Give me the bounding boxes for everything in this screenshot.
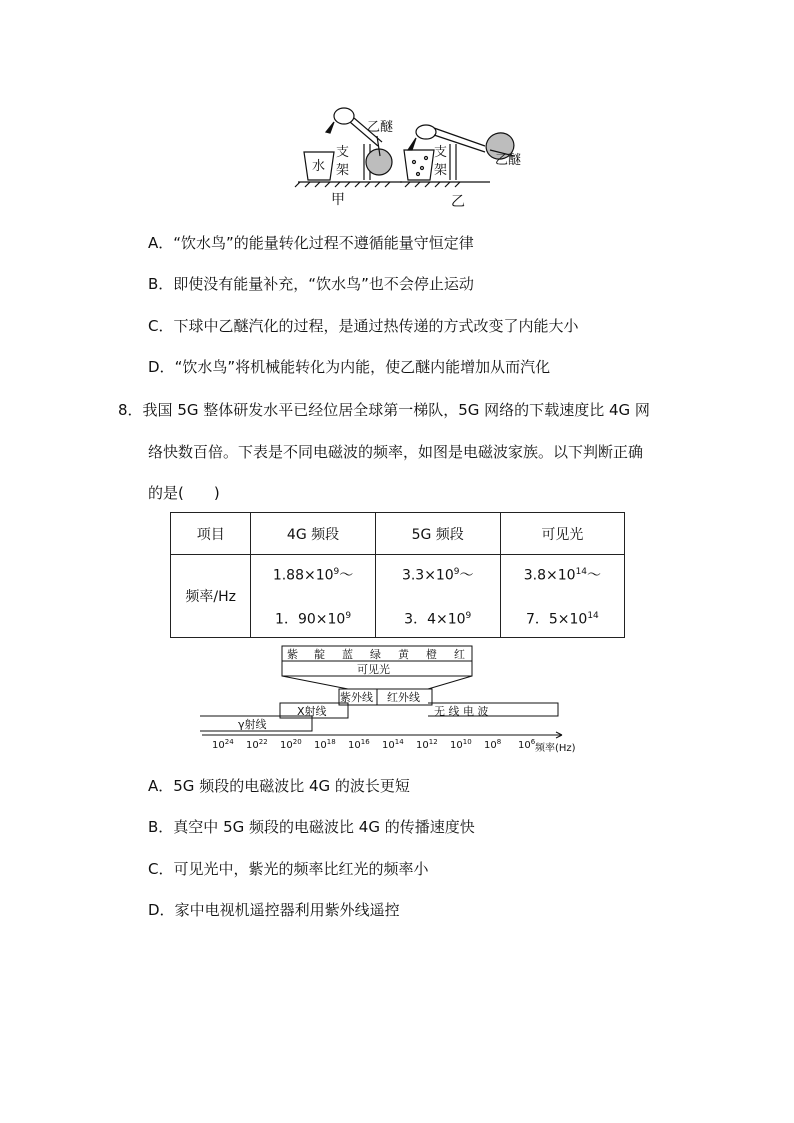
label-ether-left: 乙醚 [367,120,394,135]
label-support-b-left: 架 [336,163,350,178]
table-cell-4g [251,555,375,638]
axis-tick-label: $10^{14}$ [382,738,404,751]
option-letter: D． [148,901,175,919]
option-text: 5G 频段的电磁波比 4G 的波长更短 [173,777,410,795]
option-letter: A． [148,234,174,252]
table-row-label: 频率/Hz [171,555,251,638]
label-support-a-left: 支 [336,145,350,160]
range-start: $3.3\times 10^9\sim$ [401,567,474,584]
caption-yi: 乙 [451,194,465,210]
axis-tick-label: $10^{20}$ [280,738,302,751]
option-letter: B． [148,275,174,293]
color-indigo: 靛 [314,648,325,661]
range-start: $1.88\times 10^9\sim$ [272,567,354,584]
option-text: “饮水鸟”的能量转化过程不遵循能量守恒定律 [173,234,474,252]
axis-tick-label: $10^{12}$ [416,738,438,751]
option-letter: B． [148,818,174,836]
label-ether-right: 乙醚 [495,153,522,168]
option-letter: D． [148,358,175,376]
visible-light-label: 可见光 [357,663,390,676]
option-letter: C． [148,317,174,335]
axis-tick-label: $10^{10}$ [450,738,472,751]
option-text: 即使没有能量补充，“饮水鸟”也不会停止运动 [173,275,474,293]
q8-stem-line-3: 的是( ) [148,484,220,502]
label-water: 水 [312,159,326,174]
q8-stem-line-2: 络快数百倍。下表是不同电磁波的频率，如图是电磁波家族。以下判断正确 [148,443,644,461]
table-header-cell: 4G 频段 [251,513,375,555]
axis-ticks [212,738,536,751]
table-header-cell: 5G 频段 [375,513,500,555]
range-end: 3．$4\times 10^9$ [404,611,472,628]
range-start: $3.8\times 10^{14}\sim$ [523,567,602,584]
axis-tick-label: $10^{16}$ [348,738,370,751]
uv-label: 紫外线 [340,691,373,704]
option-text: 可见光中，紫光的频率比红光的频率小 [173,860,429,878]
question-number: 8． [118,401,143,419]
color-orange: 橙 [426,648,437,661]
q8-option-a [148,776,410,796]
drinking-bird-figure [290,100,540,212]
table-header-cell: 可见光 [500,513,624,555]
range-end: 7．$5\times 10^{14}$ [525,611,599,628]
color-yellow: 黄 [398,648,409,661]
table-header-row [171,513,625,555]
xray-label: X射线 [297,705,327,718]
option-letter: A． [148,777,174,795]
q8-option-d [148,900,400,920]
option-text: 下球中乙醚汽化的过程，是通过热传递的方式改变了内能大小 [173,317,579,335]
caption-jia: 甲 [331,192,345,208]
option-letter: C． [148,860,174,878]
table-cell-5g [375,555,500,638]
option-text: 家中电视机遥控器利用紫外线遥控 [174,901,400,919]
option-text: “饮水鸟”将机械能转化为内能，使乙醚内能增加从而汽化 [174,358,551,376]
question-text: 我国 5G 整体研发水平已经位居全球第一梯队，5G 网络的下载速度比 4G 网 [142,401,650,419]
color-red: 红 [454,648,465,661]
q7-option-c [148,316,579,336]
table-header-cell: 项目 [171,513,251,555]
q7-option-b [148,274,474,294]
table-cell-visible-light [500,555,624,638]
q8-option-b [148,817,475,837]
q8-option-c [148,859,429,879]
option-text: 真空中 5G 频段的电磁波比 4G 的传播速度快 [173,818,475,836]
ir-label: 红外线 [387,691,420,704]
axis-tick-label: $10^8$ [484,738,502,751]
radio-label: 无 线 电 波 [434,705,489,718]
gamma-label: γ射线 [238,718,267,731]
axis-tick-label: $10^{22}$ [246,738,268,751]
axis-unit-label: 频率(Hz) [535,743,576,754]
label-support-b-right: 架 [434,163,448,178]
color-green: 绿 [370,648,381,661]
em-spectrum-diagram [198,644,594,756]
axis-tick-label: $10^{18}$ [314,738,336,751]
color-violet: 紫 [287,648,298,661]
q7-option-d [148,357,550,377]
q7-option-a [148,233,474,253]
axis-tick-label: $10^6$ [518,738,536,751]
label-support-a-right: 支 [434,145,448,160]
color-blue: 蓝 [342,648,353,661]
axis-tick-label: $10^{24}$ [212,738,234,751]
table-row [171,555,625,638]
frequency-table [170,512,625,638]
q8-stem-line-1 [118,400,650,420]
range-end: 1．$90\times 10^9$ [275,611,352,628]
